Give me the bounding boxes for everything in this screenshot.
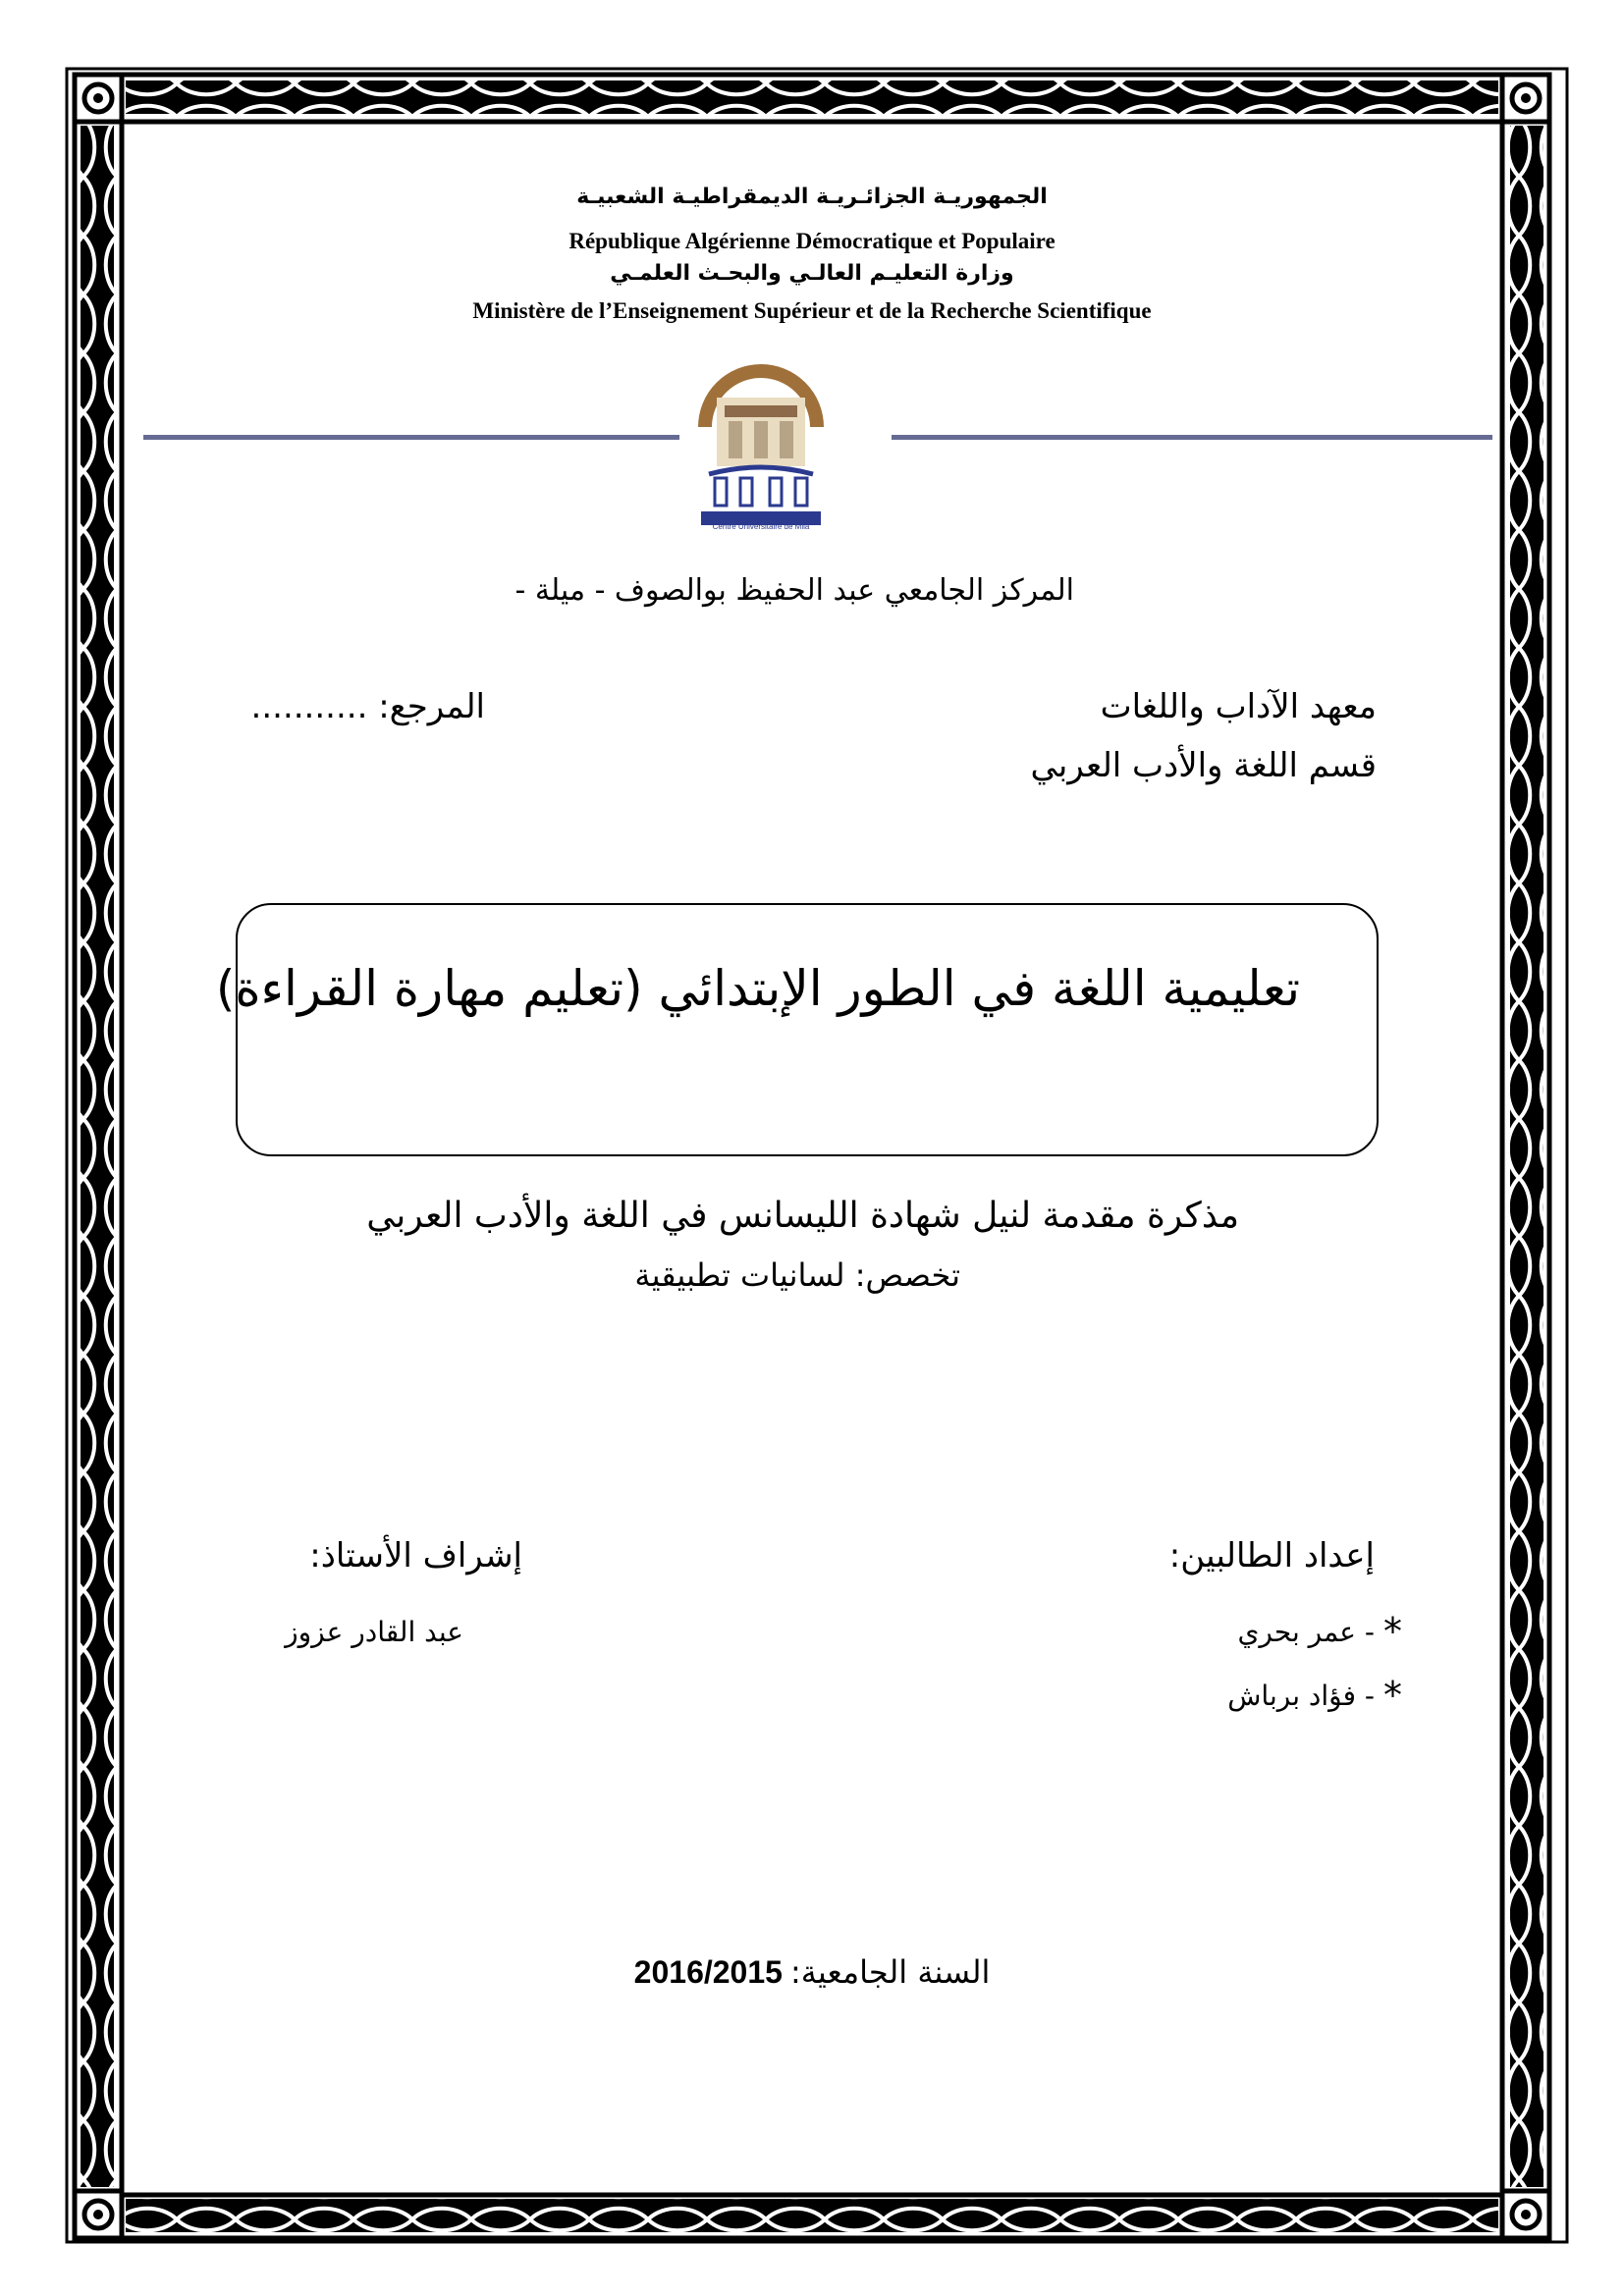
republic-french: République Algérienne Démocratique et Populaire [568, 229, 1056, 253]
thesis-purpose: مذكرة مقدمة لنيل شهادة الليسانس في اللغة والأدب العربي [366, 1196, 1239, 1236]
ministry-arabic: وزارة التعليـم العالـي والبحـث العلمـي [610, 261, 1014, 286]
divider-left [143, 435, 679, 440]
academic-year-value: 2016/2015 [633, 1954, 783, 1990]
academic-year [0, 1953, 1624, 1991]
institute-name: معهد الآداب واللغات [1100, 687, 1377, 726]
academic-year-label: السنة الجامعية: [789, 1953, 991, 1991]
supervisor-label: إشراف الأستاذ: [309, 1536, 522, 1575]
students-label: إعداد الطالبين: [1168, 1536, 1375, 1575]
republic-arabic: الجمهوريـة الجزائـريـة الديمقراطيـة الشعبيـة [576, 185, 1048, 209]
logo-caption: Centre Universitaire de Mila [712, 522, 810, 531]
title-box [236, 903, 1379, 1156]
corner-ornament-icon [1502, 75, 1549, 122]
corner-ornament-icon [75, 2191, 122, 2238]
student-name: - فؤاد برباش [1227, 1680, 1375, 1712]
corner-ornament-icon [75, 75, 122, 122]
supervisor-name: عبد القادر عزوز [285, 1616, 463, 1648]
student-bullet: * [1383, 1674, 1402, 1717]
divider-right [892, 435, 1492, 440]
department-name: قسم اللغة والأدب العربي [1030, 746, 1377, 785]
corner-ornament-icon [1502, 2191, 1549, 2238]
student-bullet: * [1383, 1610, 1402, 1653]
thesis-specialty: تخصص: لسانيات تطبيقية [634, 1256, 960, 1294]
student-name: - عمر بحري [1237, 1616, 1375, 1648]
university-logo-icon [687, 358, 835, 535]
university-center: المركز الجامعي عبد الحفيظ بوالصوف - ميلة - [514, 573, 1074, 608]
ministry-french: Ministère de l’Enseignement Supérieur et de la Recherche Scientifique [472, 298, 1152, 323]
thesis-title: تعليمية اللغة في الطور الإبتدائي (تعليم مهارة القراءة) [215, 960, 1300, 1017]
reference-number: المرجع: ........... [250, 687, 485, 726]
